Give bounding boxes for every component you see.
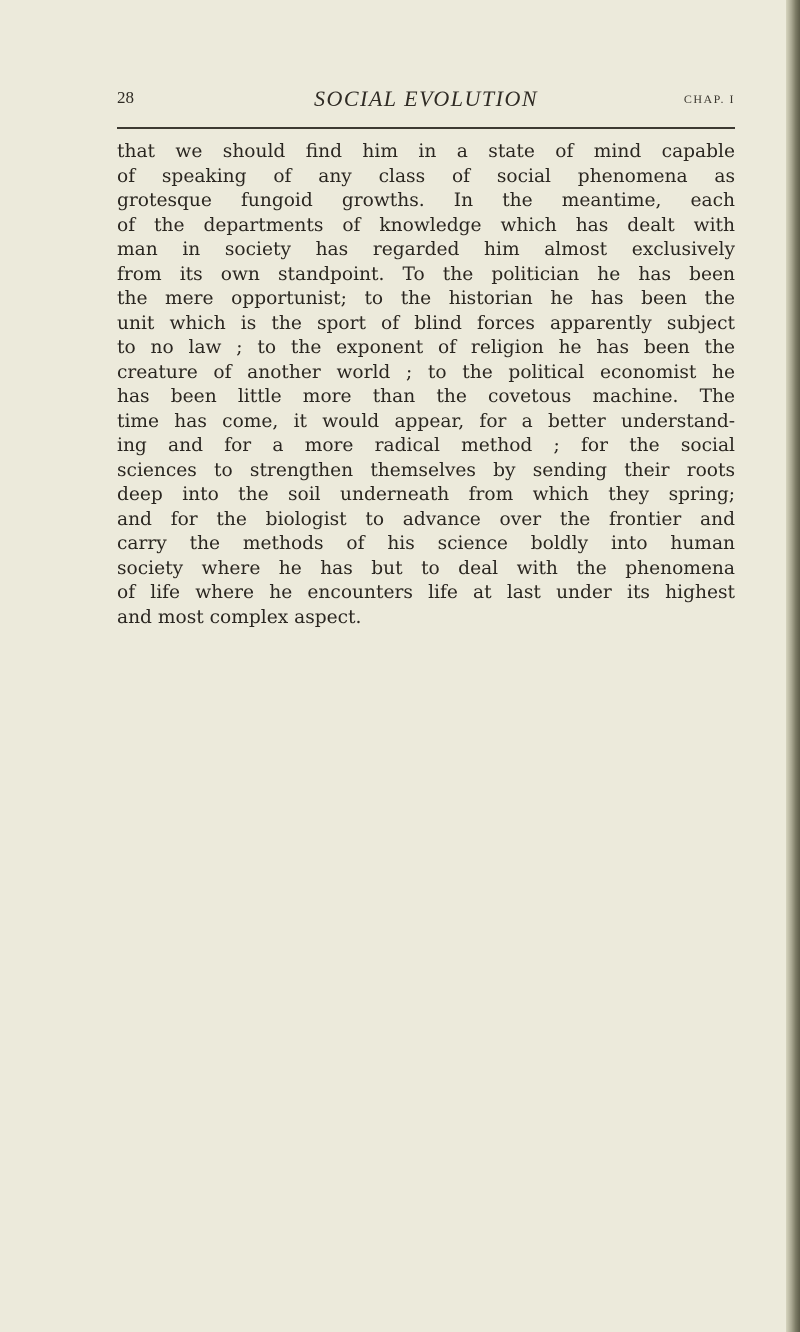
text-line: of life where he encounters life at last under its highest xyxy=(117,582,735,603)
page-edge xyxy=(786,0,800,1332)
text-line: ing and for a more radical method ; for the social xyxy=(117,435,735,456)
text-line: of speaking of any class of social phenomena as xyxy=(117,165,735,187)
header-rule xyxy=(117,127,735,129)
text-line: has been little more than the covetous machine. The xyxy=(117,386,735,407)
page-header xyxy=(117,86,735,116)
text-line: and most complex aspect. xyxy=(117,606,362,628)
running-title: SOCIAL EVOLUTION xyxy=(313,86,539,111)
text-line: of the departments of knowledge which has dealt with xyxy=(117,214,735,236)
text-line: unit which is the sport of blind forces apparently subject xyxy=(117,312,735,334)
text-line: to no law ; to the exponent of religion he has been the xyxy=(117,337,735,358)
body-text xyxy=(117,140,735,630)
chapter-label: CHAP. I xyxy=(683,92,735,106)
text-line: sciences to strengthen themselves by sending their roots xyxy=(117,459,735,481)
text-line: time has come, it would appear, for a better understand- xyxy=(117,410,735,432)
text-line: and for the biologist to advance over the frontier and xyxy=(117,508,735,530)
text-line: from its own standpoint. To the politician he has been xyxy=(117,263,735,285)
text-line: carry the methods of his science boldly into human xyxy=(117,533,735,554)
text-line: man in society has regarded him almost exclusively xyxy=(117,239,735,260)
text-line: society where he has but to deal with the phenomena xyxy=(117,557,735,579)
text-line: creature of another world ; to the political economist he xyxy=(117,361,735,383)
page-number: 28 xyxy=(117,88,134,107)
text-line: that we should find him in a state of mind capable xyxy=(117,141,735,162)
text-line: grotesque fungoid growths. In the meantime, each xyxy=(117,190,735,211)
text-line: deep into the soil underneath from which they spring; xyxy=(117,484,735,505)
text-line: the mere opportunist; to the historian he has been the xyxy=(117,288,735,309)
